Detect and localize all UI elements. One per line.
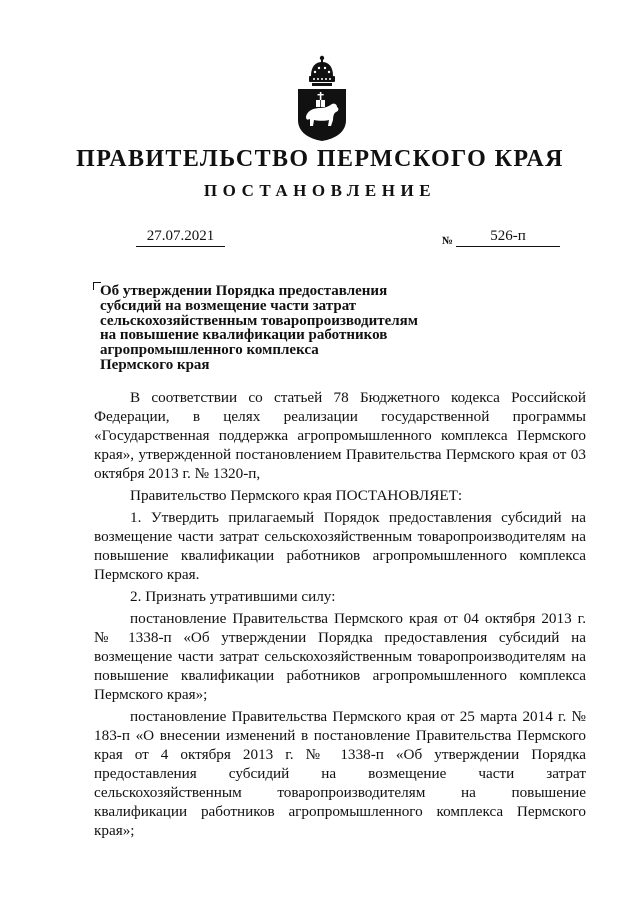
document-body	[94, 388, 586, 843]
document-date: 27.07.2021	[136, 226, 225, 247]
document-number: 526-п	[456, 226, 560, 247]
body-paragraph-repealed-2: постановление Правительства Пермского края от 25 марта 2014 г. № 183-п «О внесении изменений в постановление Правительства Пермского края от 4 октября 2013 г. № 1338-п «Об утверждении Порядка предоставления субсидий на возмещение части затрат сельскохозяйственным товаропроизводителям на повышение квалификации работников агропромышленного комплекса Пермского края»;	[94, 708, 586, 839]
document-type: ПОСТАНОВЛЕНИЕ	[203, 181, 437, 200]
subject-line: субсидий на возмещение части затрат	[100, 297, 357, 314]
number-sign: №	[442, 235, 454, 247]
subject-line: агропромышленного комплекса	[100, 342, 319, 359]
body-paragraph-preamble: В соответствии со статьей 78 Бюджетного кодекса Российской Федерации, в целях реализации государственной программы «Государственная поддержка агропромышленного комплекса Пермского края», утвержденной постановлением Правительства Пермского края от 03 октября 2013 г. № 1320-п,	[94, 389, 586, 482]
body-paragraph-repealed-1: постановление Правительства Пермского края от 04 октября 2013 г. № 1338-п «Об утверждении Порядка предоставления субсидий на возмещение части затрат сельскохозяйственным товаропроизводителям на повышение квалификации работников агропромышленного комплекса Пермского края»;	[94, 610, 586, 703]
organization-title: ПРАВИТЕЛЬСТВО ПЕРМСКОГО КРАЯ	[76, 146, 564, 172]
body-paragraph-item-1: 1. Утвердить прилагаемый Порядок предоставления субсидий на возмещение части затрат сельскохозяйственным товаропроизводителям на повышение квалификации работников агропромышленного комплекса Пермского края.	[94, 509, 586, 583]
body-paragraph-item-2: 2. Признать утратившими силу:	[130, 588, 336, 605]
document-subject	[100, 284, 440, 373]
body-paragraph-resolves: Правительство Пермского края ПОСТАНОВЛЯЕТ:	[130, 487, 463, 504]
subject-line: на повышение квалификации работников	[100, 327, 388, 344]
subject-line: сельскохозяйственным товаропроизводителям	[100, 312, 419, 329]
subject-line: Пермского края	[100, 356, 210, 373]
perm-krai-coat-of-arms-icon	[294, 54, 350, 142]
subject-line: Об утверждении Порядка предоставления	[100, 283, 388, 299]
